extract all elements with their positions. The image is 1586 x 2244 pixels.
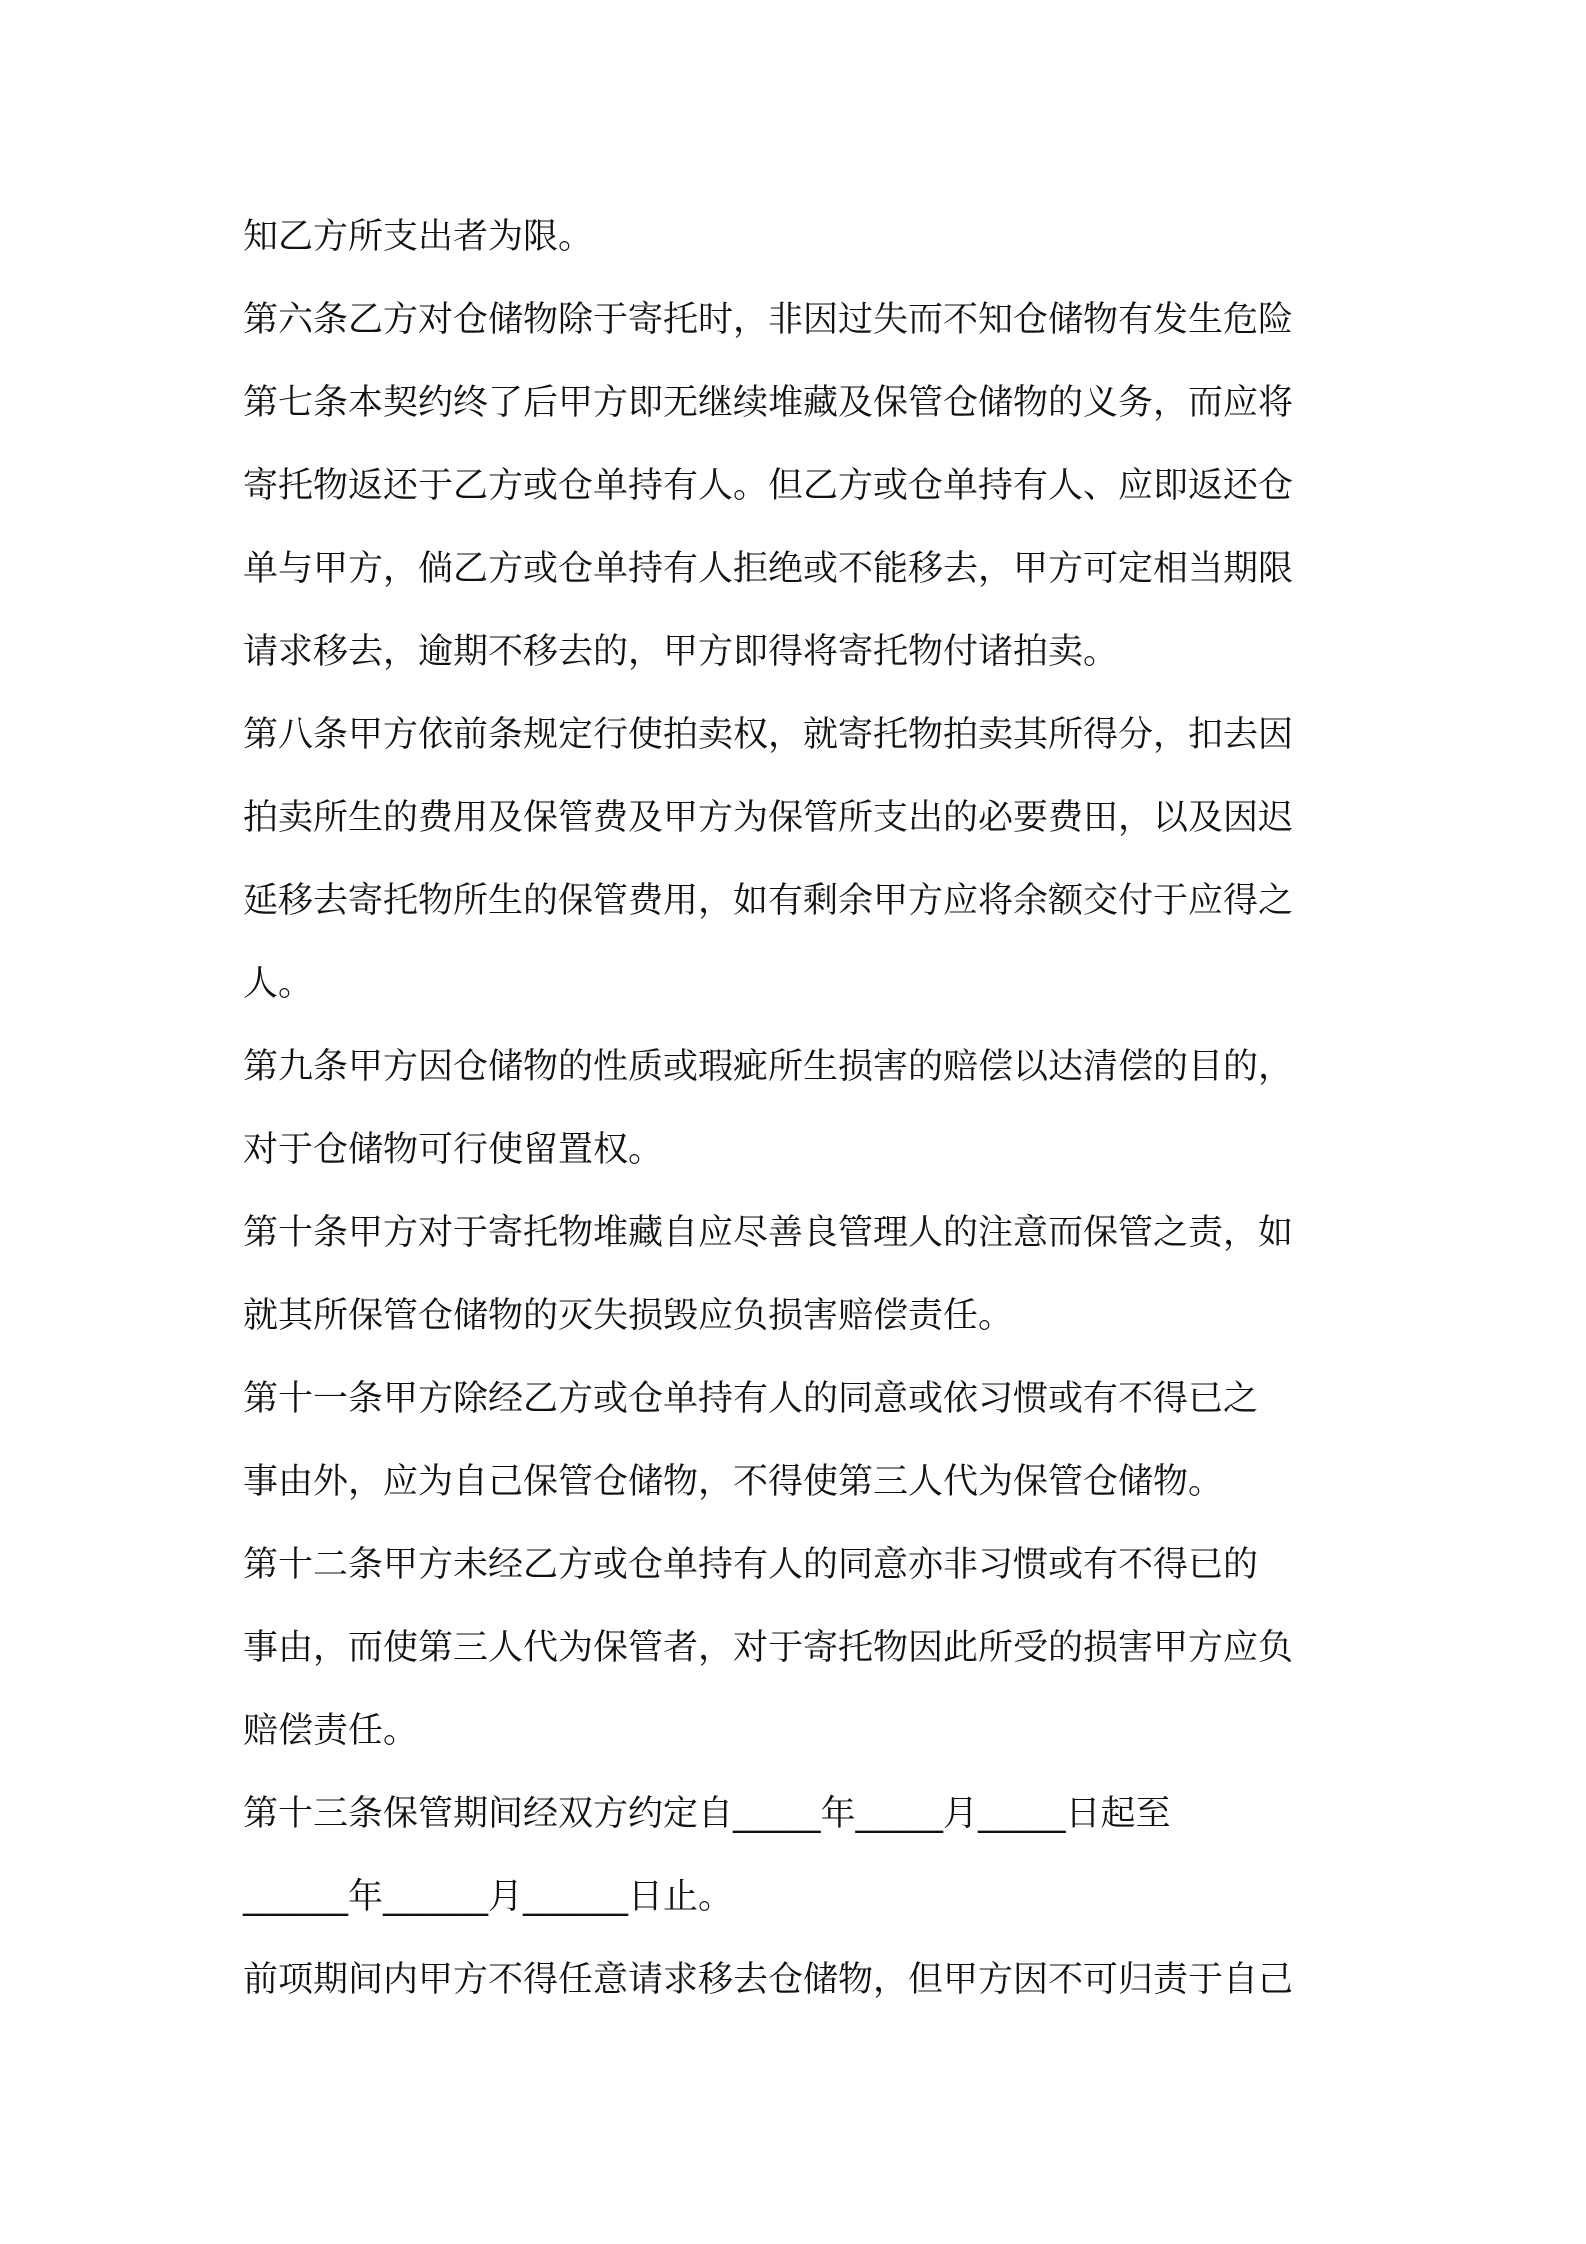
text-line: 知乙方所支出者为限。 bbox=[243, 217, 594, 257]
text-line: 事由外，应为自己保管仓储物，不得使第三人代为保管仓储物。 bbox=[243, 1462, 1224, 1502]
text-line: 人。 bbox=[243, 964, 314, 1004]
text-line: 拍卖所生的费用及保管费及甲方为保管所支出的必要费田，以及因迟 bbox=[243, 798, 1294, 838]
text-line: ______年______月______日止。 bbox=[243, 1877, 734, 1917]
text-line: 第十条甲方对于寄托物堆藏自应尽善良管理人的注意而保管之责，如 bbox=[243, 1213, 1294, 1253]
text-line: 延移去寄托物所生的保管费用，如有剩余甲方应将余额交付于应得之 bbox=[243, 881, 1294, 921]
text-line: 对于仓储物可行使留置权。 bbox=[243, 1130, 664, 1170]
contract-text bbox=[243, 196, 1363, 2022]
text-line: 第十一条甲方除经乙方或仓单持有人的同意或依习惯或有不得已之 bbox=[243, 1379, 1259, 1419]
text-line: 寄托物返还于乙方或仓单持有人。但乙方或仓单持有人、应即返还仓 bbox=[243, 466, 1294, 506]
text-line: 赔偿责任。 bbox=[243, 1711, 419, 1751]
text-line: 单与甲方，倘乙方或仓单持有人拒绝或不能移去，甲方可定相当期限 bbox=[243, 549, 1294, 589]
text-line: 请求移去，逾期不移去的，甲方即得将寄托物付诸拍卖。 bbox=[243, 632, 1119, 672]
text-line: 第七条本契约终了后甲方即无继续堆藏及保管仓储物的义务，而应将 bbox=[243, 383, 1294, 423]
text-line: 前项期间内甲方不得任意请求移去仓储物，但甲方因不可归责于自己 bbox=[243, 1960, 1294, 2000]
text-line: 第六条乙方对仓储物除于寄托时，非因过失而不知仓储物有发生危险 bbox=[243, 300, 1294, 340]
text-line: 事由，而使第三人代为保管者，对于寄托物因此所受的损害甲方应负 bbox=[243, 1628, 1294, 1668]
text-line: 第十三条保管期间经双方约定自_____年_____月_____日起至 bbox=[243, 1794, 1171, 1834]
text-line: 第十二条甲方未经乙方或仓单持有人的同意亦非习惯或有不得已的 bbox=[243, 1545, 1259, 1585]
text-line: 就其所保管仓储物的灭失损毁应负损害赔偿责任。 bbox=[243, 1296, 1014, 1336]
text-line: 第九条甲方因仓储物的性质或瑕疵所生损害的赔偿以达清偿的目的， bbox=[243, 1047, 1294, 1087]
text-line: 第八条甲方依前条规定行使拍卖权，就寄托物拍卖其所得分，扣去因 bbox=[243, 715, 1294, 755]
